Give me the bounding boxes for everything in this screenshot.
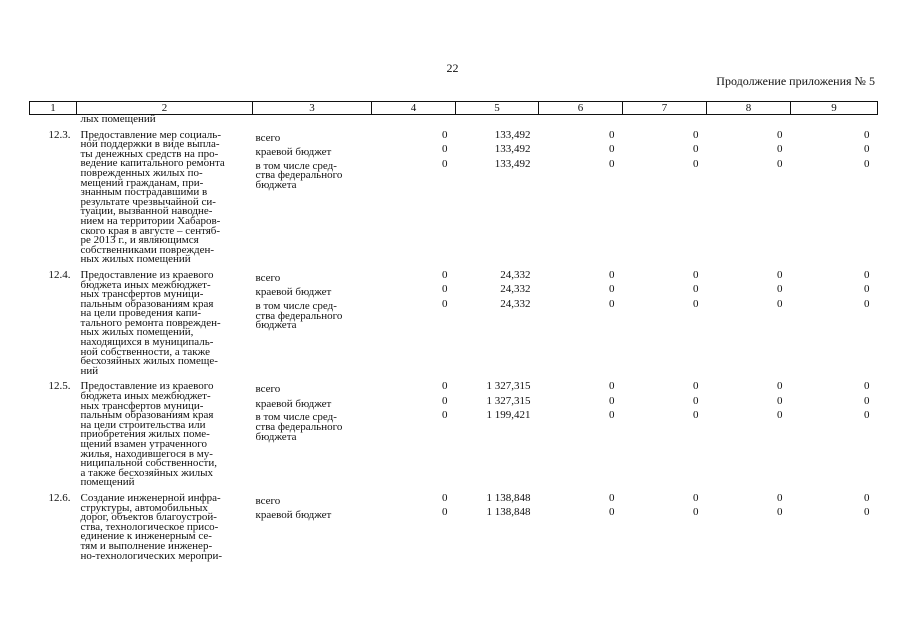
value: 0 bbox=[777, 157, 783, 170]
value: 133,492 bbox=[494, 157, 531, 170]
value: 0 bbox=[777, 283, 783, 296]
value: 0 bbox=[442, 409, 448, 422]
value: 0 bbox=[609, 394, 615, 407]
value: 0 bbox=[693, 143, 699, 156]
column-header-8: 8 bbox=[707, 102, 791, 115]
funding-source-label: краевой бюджет bbox=[255, 146, 332, 159]
value: 0 bbox=[442, 268, 448, 281]
value: 0 bbox=[693, 297, 699, 310]
value-cell-col-8 bbox=[707, 376, 791, 488]
value-cell-col-6 bbox=[539, 376, 623, 488]
table-row bbox=[30, 265, 878, 377]
value: 0 bbox=[864, 380, 870, 393]
value-cell-col-5 bbox=[456, 265, 539, 377]
value: 0 bbox=[442, 283, 448, 296]
value: 0 bbox=[777, 128, 783, 141]
row-number: 12.5. bbox=[48, 380, 71, 393]
value: 0 bbox=[609, 380, 615, 393]
value-cell-col-4 bbox=[372, 376, 456, 488]
value: 0 bbox=[864, 283, 870, 296]
column-header-2: 2 bbox=[77, 102, 253, 115]
value: 0 bbox=[609, 506, 615, 519]
column-header-9: 9 bbox=[791, 102, 878, 115]
value: 0 bbox=[693, 491, 699, 504]
column-header-4: 4 bbox=[372, 102, 456, 115]
column-number-row bbox=[30, 102, 878, 115]
value-cell-col-7 bbox=[623, 125, 707, 265]
value-cell-col-8 bbox=[707, 125, 791, 265]
row-funding-sources bbox=[253, 125, 372, 265]
funding-source-label: в том числе сред- ства федерального бюджета bbox=[255, 159, 343, 191]
carry-over-row bbox=[30, 115, 878, 125]
value: 0 bbox=[777, 394, 783, 407]
value: 0 bbox=[864, 268, 870, 281]
value: 0 bbox=[442, 380, 448, 393]
value-cell-col-9 bbox=[791, 488, 878, 561]
funding-source-label: в том числе сред- ства федерального бюджета bbox=[255, 299, 343, 332]
row-number: 12.4. bbox=[48, 268, 71, 281]
funding-source-label: всего bbox=[255, 383, 281, 396]
value: 0 bbox=[693, 283, 699, 296]
value: 0 bbox=[777, 297, 783, 310]
value: 24,332 bbox=[500, 297, 531, 310]
value-cell-col-4 bbox=[372, 125, 456, 265]
appendix-continuation-note: Продолжение приложения № 5 bbox=[716, 74, 875, 88]
funding-source-label: в том числе сред- ства федерального бюджета bbox=[255, 411, 343, 443]
value-cell-col-6 bbox=[539, 265, 623, 377]
value: 0 bbox=[693, 268, 699, 281]
value: 0 bbox=[864, 128, 870, 141]
row-description: Предоставление мер социаль- ной поддержки в виде выпла- ты денежных средств на про- ведение капитального ремонта поврежденных жилых по- мещений гражданам, при- знанным пострадавшими в результате чрезвычайной си- туации, вызванной наводне- нием на территории Хабаров- ского края в августе – сентяб- ре 2013 г., и являющимся собственниками поврежден- ных жилых помещений bbox=[80, 128, 225, 266]
funding-source-label: краевой бюджет bbox=[255, 397, 332, 410]
table-row bbox=[30, 376, 878, 488]
value: 0 bbox=[442, 491, 448, 504]
row-funding-sources bbox=[253, 488, 372, 561]
value: 0 bbox=[609, 268, 615, 281]
value-cell-col-5 bbox=[456, 488, 539, 561]
value: 0 bbox=[609, 283, 615, 296]
row-funding-sources bbox=[253, 376, 372, 488]
value: 0 bbox=[777, 491, 783, 504]
value: 0 bbox=[693, 128, 699, 141]
value: 0 bbox=[609, 491, 615, 504]
value-cell-col-4 bbox=[372, 265, 456, 377]
value: 0 bbox=[693, 394, 699, 407]
value-cell-col-5 bbox=[456, 125, 539, 265]
value-cell-col-4 bbox=[372, 488, 456, 561]
funding-source-label: краевой бюджет bbox=[255, 286, 332, 299]
value: 133,492 bbox=[494, 143, 531, 156]
value: 0 bbox=[442, 297, 448, 310]
column-header-5: 5 bbox=[456, 102, 539, 115]
row-description: Предоставление из краевого бюджета иных межбюджет- ных трансфертов муници- пальным образованиям края на цели строительства или приобретения жилых поме- щений взамен утраченного жилья, находившегося в му- ниципальной собственности, а также бесхозяйных жилых помещений bbox=[80, 380, 217, 489]
budget-table bbox=[29, 101, 878, 561]
value-cell-col-7 bbox=[623, 488, 707, 561]
value: 0 bbox=[693, 409, 699, 422]
value-cell-col-8 bbox=[707, 265, 791, 377]
table-row bbox=[30, 125, 878, 265]
value-cell-col-9 bbox=[791, 376, 878, 488]
value-cell-col-5 bbox=[456, 376, 539, 488]
value: 0 bbox=[442, 143, 448, 156]
value: 0 bbox=[609, 409, 615, 422]
value: 0 bbox=[693, 157, 699, 170]
row-funding-sources bbox=[253, 265, 372, 377]
value-cell-col-9 bbox=[791, 125, 878, 265]
value: 0 bbox=[609, 143, 615, 156]
value: 0 bbox=[609, 128, 615, 141]
value: 0 bbox=[442, 506, 448, 519]
row-number: 12.3. bbox=[48, 128, 71, 141]
value: 0 bbox=[777, 143, 783, 156]
value: 0 bbox=[864, 157, 870, 170]
funding-source-label: всего bbox=[255, 131, 281, 144]
column-header-1: 1 bbox=[30, 102, 77, 115]
value: 0 bbox=[609, 297, 615, 310]
value: 0 bbox=[777, 268, 783, 281]
value: 0 bbox=[442, 157, 448, 170]
value: 0 bbox=[864, 409, 870, 422]
value: 0 bbox=[777, 380, 783, 393]
value-cell-col-6 bbox=[539, 125, 623, 265]
column-header-6: 6 bbox=[539, 102, 623, 115]
value: 1 327,315 bbox=[486, 380, 531, 393]
value: 0 bbox=[864, 491, 870, 504]
carry-over-text: лых помещений bbox=[80, 113, 156, 125]
table-row bbox=[30, 488, 878, 561]
value: 0 bbox=[609, 157, 615, 170]
value: 0 bbox=[442, 128, 448, 141]
value: 0 bbox=[777, 506, 783, 519]
value: 0 bbox=[693, 506, 699, 519]
funding-source-label: всего bbox=[255, 271, 281, 284]
value: 0 bbox=[864, 297, 870, 310]
value: 1 199,421 bbox=[486, 409, 531, 422]
value: 133,492 bbox=[494, 128, 531, 141]
funding-source-label: всего bbox=[255, 494, 281, 507]
column-header-7: 7 bbox=[623, 102, 707, 115]
value: 1 138,848 bbox=[486, 506, 531, 519]
value: 0 bbox=[864, 506, 870, 519]
row-description: Предоставление из краевого бюджета иных межбюджет- ных трансфертов муници- пальным образованиям края на цели проведения капи- тального ремонта поврежден- ных жилых помещений, находящихся в муниципаль- ной собственности, а также бесхозяйных жилых помеще- ний bbox=[80, 268, 221, 377]
value: 0 bbox=[442, 394, 448, 407]
value: 24,332 bbox=[500, 268, 531, 281]
value-cell-col-7 bbox=[623, 265, 707, 377]
value-cell-col-8 bbox=[707, 488, 791, 561]
row-number: 12.6. bbox=[48, 491, 71, 504]
page-number: 22 bbox=[446, 61, 459, 75]
column-header-3: 3 bbox=[253, 102, 372, 115]
value-cell-col-7 bbox=[623, 376, 707, 488]
value: 0 bbox=[693, 380, 699, 393]
value-cell-col-6 bbox=[539, 488, 623, 561]
value: 1 138,848 bbox=[486, 491, 531, 504]
value: 0 bbox=[864, 143, 870, 156]
row-description: Создание инженерной инфра- структуры, автомобильных дорог, объектов благоустрой- ства, технологическое присо- единение к инженерным се- тям и выполнение инженер- но-технологических меропри- bbox=[80, 491, 223, 562]
value-cell-col-9 bbox=[791, 265, 878, 377]
value: 24,332 bbox=[500, 283, 531, 296]
value: 1 327,315 bbox=[486, 394, 531, 407]
value: 0 bbox=[864, 394, 870, 407]
funding-source-label: краевой бюджет bbox=[255, 509, 332, 522]
value: 0 bbox=[777, 409, 783, 422]
